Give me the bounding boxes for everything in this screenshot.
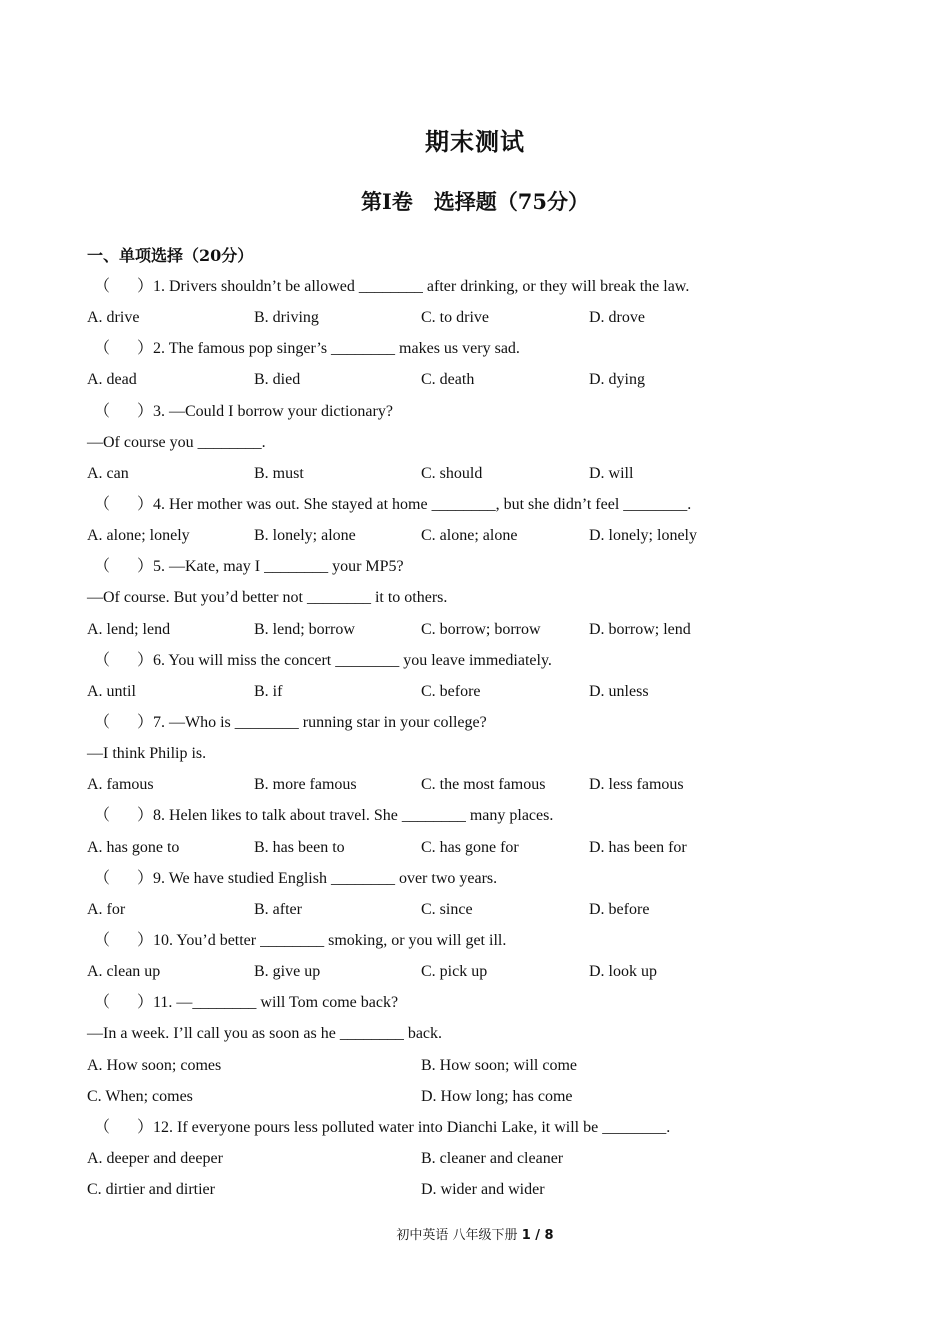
question-text: 7. —Who is ________ running star in your college? bbox=[153, 713, 487, 731]
answer-option: C. death bbox=[421, 371, 475, 389]
answer-option: A. can bbox=[87, 464, 129, 482]
answer-option: D. wider and wider bbox=[421, 1181, 545, 1199]
answer-option: A. lend; lend bbox=[87, 620, 171, 638]
answer-option: A. for bbox=[87, 900, 126, 918]
answer-paren-left: （ bbox=[94, 807, 111, 825]
answer-option: C. since bbox=[421, 900, 473, 918]
answer-paren-right: ） bbox=[137, 807, 154, 825]
answer-option: B. lend; borrow bbox=[254, 620, 355, 638]
options-row bbox=[87, 1143, 887, 1174]
answer-option: B. if bbox=[254, 682, 283, 700]
answer-option: D. before bbox=[589, 900, 650, 918]
page-number: 1 / 8 bbox=[521, 1228, 554, 1243]
answer-option: D. lonely; lonely bbox=[589, 527, 697, 545]
answer-blank[interactable] bbox=[87, 800, 153, 831]
question-text: 9. We have studied English ________ over two years. bbox=[153, 869, 498, 887]
answer-paren-left: （ bbox=[94, 1118, 111, 1136]
answer-option: C. the most famous bbox=[421, 776, 546, 794]
question-text: 1. Drivers shouldn’t be allowed ________ after drinking, or they will break the law. bbox=[153, 278, 690, 295]
answer-paren-right: ） bbox=[137, 713, 154, 731]
options-row bbox=[87, 302, 887, 333]
question-stem bbox=[87, 333, 887, 364]
answer-paren-left: （ bbox=[94, 278, 111, 295]
answer-option: B. give up bbox=[254, 963, 321, 981]
answer-blank[interactable] bbox=[87, 645, 153, 676]
options-row bbox=[87, 832, 887, 863]
question-text: 2. The famous pop singer’s ________ makes us very sad. bbox=[153, 340, 520, 358]
question-stem bbox=[87, 396, 887, 427]
answer-option: D. dying bbox=[589, 371, 645, 389]
options-row bbox=[87, 1050, 887, 1081]
part-subtitle: 第Ⅰ卷 选择题（75分） bbox=[360, 189, 590, 214]
answer-option: D. drove bbox=[589, 309, 645, 327]
answer-blank[interactable] bbox=[87, 707, 153, 738]
question-stem bbox=[87, 800, 887, 831]
answer-option: A. until bbox=[87, 682, 136, 700]
answer-option: C. borrow; borrow bbox=[421, 620, 541, 638]
question-dialogue-line: —I think Philip is. bbox=[87, 745, 207, 763]
answer-option: D. has been for bbox=[589, 838, 687, 856]
page-title: 期末测试 bbox=[425, 127, 525, 156]
question-dialogue-line: —Of course you ________. bbox=[87, 433, 266, 451]
answer-paren-left: （ bbox=[94, 402, 111, 420]
answer-paren-right: ） bbox=[137, 278, 154, 295]
answer-option: A. drive bbox=[87, 309, 140, 327]
answer-option: D. look up bbox=[589, 963, 657, 981]
answer-option: B. lonely; alone bbox=[254, 527, 356, 545]
options-row bbox=[87, 676, 887, 707]
answer-blank[interactable] bbox=[87, 1112, 153, 1143]
question-text: 11. —________ will Tom come back? bbox=[153, 994, 399, 1012]
question-text: 10. You’d better ________ smoking, or you will get ill. bbox=[153, 931, 507, 949]
question-dialogue-line: —Of course. But you’d better not ________ it to others. bbox=[87, 589, 448, 607]
answer-paren-right: ） bbox=[137, 495, 154, 513]
question-stem bbox=[87, 645, 887, 676]
answer-option: B. cleaner and cleaner bbox=[421, 1149, 564, 1167]
answer-option: C. to drive bbox=[421, 309, 489, 327]
answer-paren-right: ） bbox=[137, 931, 154, 949]
answer-option: B. How soon; will come bbox=[421, 1056, 577, 1074]
answer-option: C. dirtier and dirtier bbox=[87, 1181, 215, 1199]
answer-option: A. dead bbox=[87, 371, 137, 389]
question-text: 5. —Kate, may I ________ your MP5? bbox=[153, 558, 404, 576]
question-text: 12. If everyone pours less polluted water into Dianchi Lake, it will be ________. bbox=[153, 1118, 671, 1136]
question-stem bbox=[87, 987, 887, 1018]
answer-option: A. clean up bbox=[87, 963, 161, 981]
question-text: 6. You will miss the concert ________ you leave immediately. bbox=[153, 651, 552, 669]
question-stem bbox=[87, 925, 887, 956]
answer-option: C. When; comes bbox=[87, 1087, 193, 1105]
answer-blank[interactable] bbox=[87, 925, 153, 956]
answer-paren-right: ） bbox=[137, 651, 154, 669]
answer-option: B. more famous bbox=[254, 776, 357, 794]
answer-option: D. will bbox=[589, 464, 634, 482]
answer-blank[interactable] bbox=[87, 863, 153, 894]
answer-paren-left: （ bbox=[94, 931, 111, 949]
answer-paren-left: （ bbox=[94, 869, 111, 887]
question-stem bbox=[87, 863, 887, 894]
question-stem bbox=[87, 489, 887, 520]
answer-option: C. before bbox=[421, 682, 481, 700]
answer-paren-left: （ bbox=[94, 340, 111, 358]
question-stem bbox=[87, 1112, 887, 1143]
answer-option: A. How soon; comes bbox=[87, 1056, 222, 1074]
answer-option: A. famous bbox=[87, 776, 154, 794]
answer-paren-left: （ bbox=[94, 495, 111, 513]
answer-option: C. has gone for bbox=[421, 838, 519, 856]
answer-blank[interactable] bbox=[87, 333, 153, 364]
question-stem bbox=[87, 271, 887, 302]
answer-option: A. deeper and deeper bbox=[87, 1149, 223, 1167]
section-heading: 一、单项选择（20分） bbox=[87, 246, 254, 265]
answer-option: D. less famous bbox=[589, 776, 684, 794]
answer-paren-left: （ bbox=[94, 558, 111, 576]
options-row bbox=[87, 364, 887, 395]
question-text: 4. Her mother was out. She stayed at home ________, but she didn’t feel ________. bbox=[153, 495, 692, 513]
answer-option: B. driving bbox=[254, 309, 319, 327]
answer-paren-left: （ bbox=[94, 994, 111, 1012]
answer-option: A. alone; lonely bbox=[87, 527, 190, 545]
answer-paren-right: ） bbox=[137, 402, 154, 420]
answer-paren-right: ） bbox=[137, 558, 154, 576]
answer-paren-right: ） bbox=[137, 994, 154, 1012]
answer-option: D. borrow; lend bbox=[589, 620, 691, 638]
answer-blank[interactable] bbox=[87, 551, 153, 582]
question-list bbox=[87, 271, 887, 1205]
question-stem bbox=[87, 707, 887, 738]
question-stem bbox=[87, 551, 887, 582]
answer-blank[interactable] bbox=[87, 489, 153, 520]
options-row bbox=[87, 458, 887, 489]
answer-option: D. How long; has come bbox=[421, 1087, 573, 1105]
options-row bbox=[87, 1174, 887, 1205]
answer-option: A. has gone to bbox=[87, 838, 180, 856]
answer-option: C. alone; alone bbox=[421, 527, 518, 545]
options-row bbox=[87, 956, 887, 987]
options-row bbox=[87, 520, 887, 551]
question-text: 3. —Could I borrow your dictionary? bbox=[153, 402, 393, 420]
answer-paren-left: （ bbox=[94, 651, 111, 669]
answer-paren-left: （ bbox=[94, 713, 111, 731]
question-text: 8. Helen likes to talk about travel. She ________ many places. bbox=[153, 807, 554, 825]
answer-blank[interactable] bbox=[87, 271, 153, 302]
answer-option: B. has been to bbox=[254, 838, 345, 856]
answer-option: B. after bbox=[254, 900, 302, 918]
answer-option: B. died bbox=[254, 371, 301, 389]
answer-option: C. should bbox=[421, 464, 483, 482]
options-row bbox=[87, 894, 887, 925]
page-footer bbox=[0, 1224, 950, 1243]
answer-paren-right: ） bbox=[137, 869, 154, 887]
answer-option: D. unless bbox=[589, 682, 649, 700]
answer-paren-right: ） bbox=[137, 1118, 154, 1136]
answer-blank[interactable] bbox=[87, 396, 153, 427]
answer-option: B. must bbox=[254, 464, 304, 482]
answer-blank[interactable] bbox=[87, 987, 153, 1018]
options-row bbox=[87, 769, 887, 800]
options-row bbox=[87, 614, 887, 645]
question-dialogue-line: —In a week. I’ll call you as soon as he ________ back. bbox=[87, 1025, 443, 1043]
answer-paren-right: ） bbox=[137, 340, 154, 358]
footer-text: 初中英语 八年级下册 bbox=[396, 1228, 518, 1243]
answer-option: C. pick up bbox=[421, 963, 488, 981]
options-row bbox=[87, 1081, 887, 1112]
